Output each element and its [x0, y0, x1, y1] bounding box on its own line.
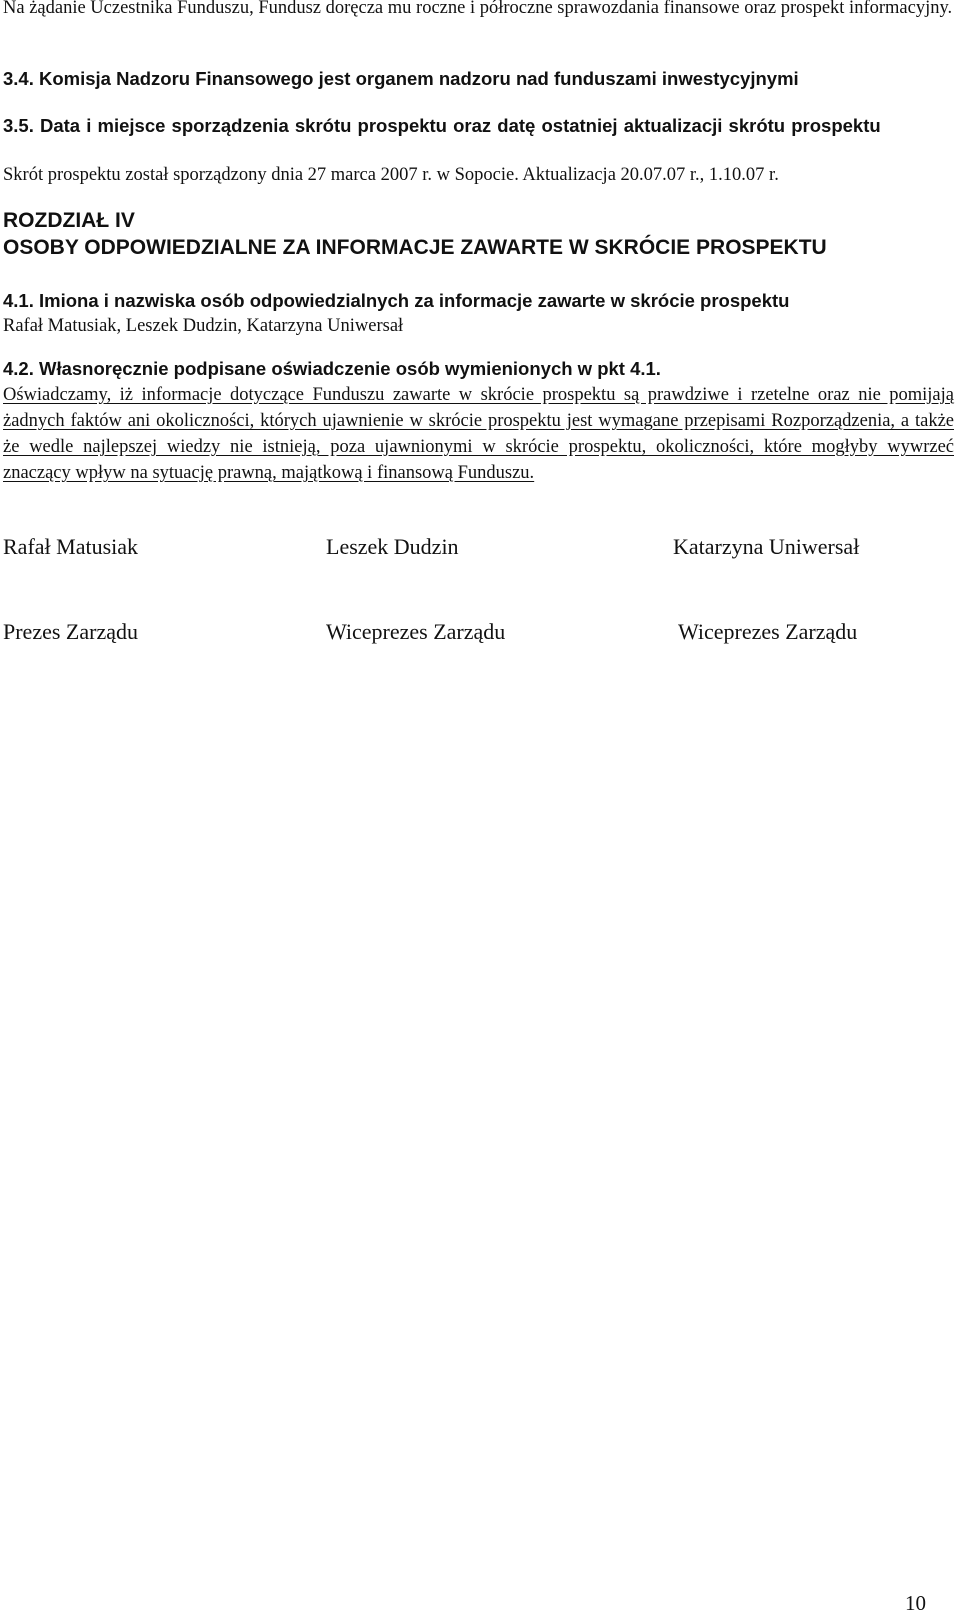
section-3-5-heading: 3.5. Data i miejsce sporządzenia skrótu prospektu oraz datę ostatniej aktualizacji skrótu prospektu: [3, 115, 881, 136]
signatory-role: Wiceprezes Zarządu: [326, 619, 506, 644]
page-number: 10: [905, 1591, 926, 1615]
signatory-name: Rafał Matusiak: [3, 534, 139, 559]
chapter-title: OSOBY ODPOWIEDZIALNE ZA INFORMACJE ZAWARTE W SKRÓCIE PROSPEKTU: [3, 236, 827, 259]
chapter-number: ROZDZIAŁ IV: [3, 209, 135, 232]
section-3-5-text: Skrót prospektu został sporządzony dnia 27 marca 2007 r. w Sopocie. Aktualizacja 20.07.07 r., 1.10.07 r.: [3, 165, 779, 185]
declaration-statement: Oświadczamy, iż informacje dotyczące Funduszu zawarte w skrócie prospektu są prawdziwe i rzetelne oraz nie pomijają żadnych faktów ani okoliczności, których ujawnienie w skrócie prospektu jest wymagane przepisami Rozporządzenia, a także że wedle najlepszej wiedzy nie istnieją, poza ujawnionymi w skrócie prospektu, okoliczności, które mogłyby wywrzeć znaczący wpływ na sytuację prawną, majątkową i finansową Funduszu.: [3, 385, 954, 483]
section-3-4-heading: 3.4. Komisja Nadzoru Finansowego jest organem nadzoru nad funduszami inwestycyjnymi: [3, 68, 799, 89]
section-4-2-heading: 4.2. Własnoręcznie podpisane oświadczenie osób wymienionych w pkt 4.1.: [3, 358, 661, 379]
signatory-name: Leszek Dudzin: [326, 534, 459, 559]
signatory-role: Wiceprezes Zarządu: [678, 619, 858, 644]
signatory-name: Katarzyna Uniwersał: [673, 534, 860, 559]
section-4-1-heading: 4.1. Imiona i nazwiska osób odpowiedzialnych za informacje zawarte w skrócie prospektu: [3, 290, 790, 311]
signatory-role: Prezes Zarządu: [3, 619, 138, 644]
intro-paragraph: Na żądanie Uczestnika Funduszu, Fundusz doręcza mu roczne i półroczne sprawozdania finansowe oraz prospekt informacyjny.: [3, 0, 953, 18]
section-4-1-text: Rafał Matusiak, Leszek Dudzin, Katarzyna Uniwersał: [3, 316, 404, 336]
